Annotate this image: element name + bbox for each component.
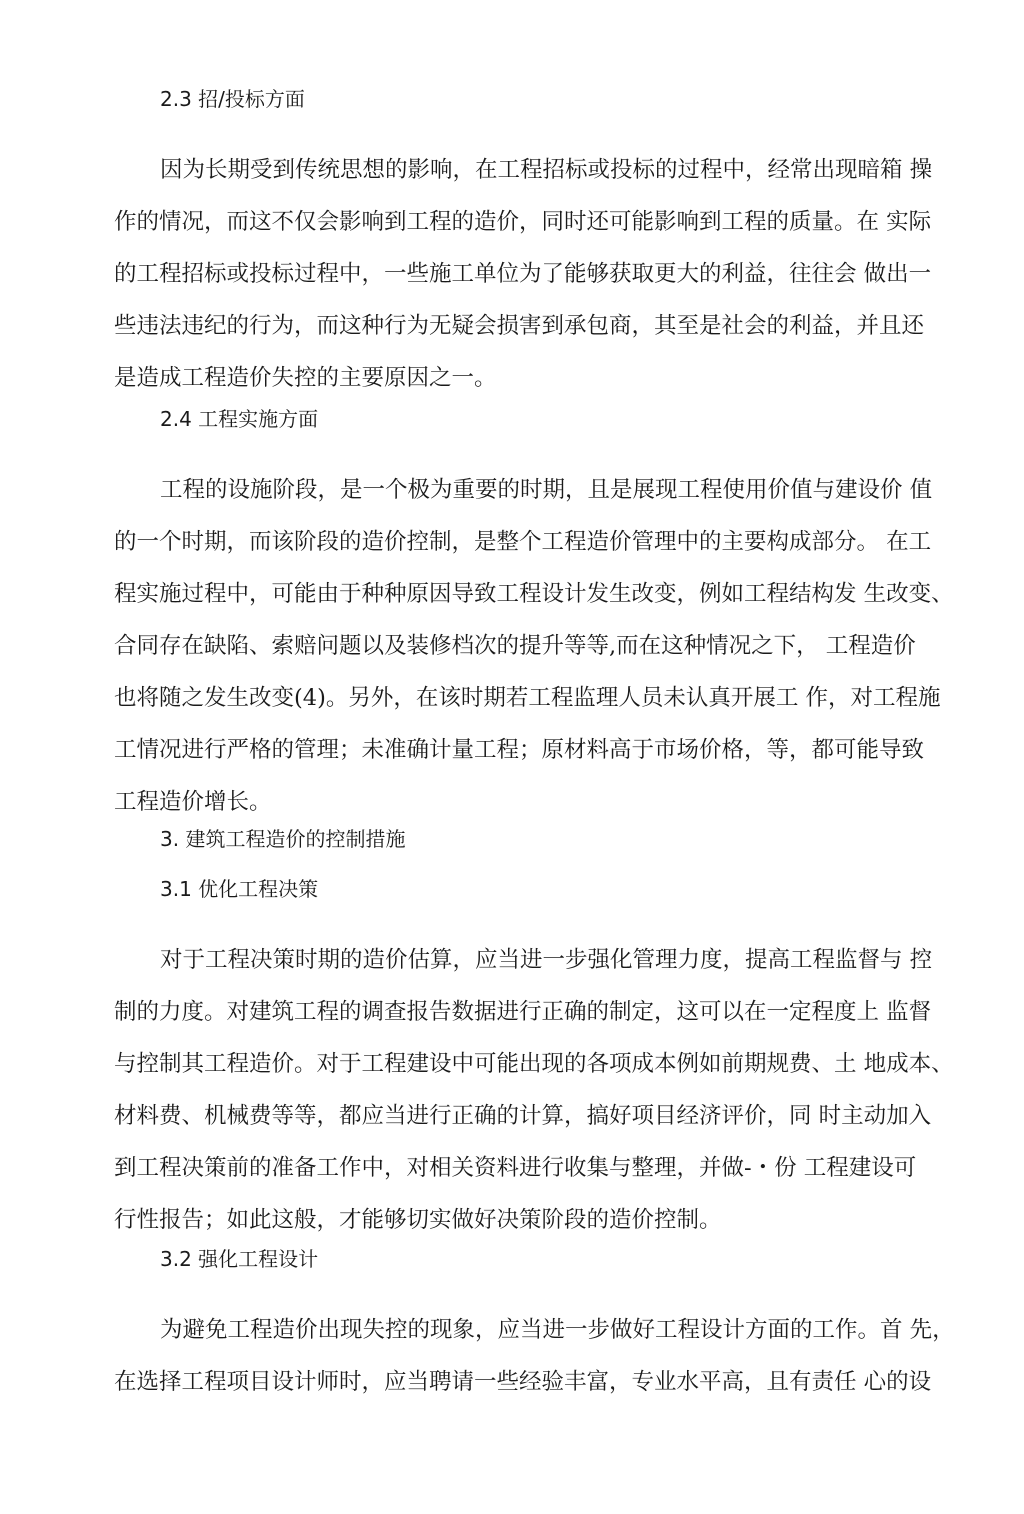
paragraph-line: 合同存在缺陷、索赔问题以及装修档次的提升等等,而在这种情况之下， 工程造价 xyxy=(114,633,916,659)
paragraph-line: 是造成工程造价失控的主要原因之一。 xyxy=(114,365,497,391)
paragraph-line: 为避免工程造价出现失控的现象，应当进一步做好工程设计方面的工作。首 先， xyxy=(160,1317,955,1343)
paragraph-line: 制的力度。对建筑工程的调查报告数据进行正确的制定，这可以在一定程度上 监督 xyxy=(114,999,932,1025)
section-heading: 3.2 强化工程设计 xyxy=(160,1247,319,1271)
paragraph-line: 些违法违纪的行为，而这种行为无疑会损害到承包商，其至是社会的利益，并且还 xyxy=(114,313,925,339)
paragraph-line: 工程的设施阶段，是一个极为重要的时期，且是展现工程使用价值与建设价 值 xyxy=(160,477,933,503)
paragraph-line: 程实施过程中，可能由于种种原因导致工程设计发生改变，例如工程结构发 生改变、 xyxy=(114,581,954,607)
paragraph xyxy=(114,934,954,1246)
paragraph-line: 作的情况，而这不仅会影响到工程的造价，同时还可能影响到工程的质量。在 实际 xyxy=(114,209,932,235)
paragraph-line: 的工程招标或投标过程中，一些施工单位为了能够获取更大的利益，往往会 做出一 xyxy=(114,261,932,287)
paragraph-line: 因为长期受到传统思想的影响，在工程招标或投标的过程中，经常出现暗箱 操 xyxy=(160,157,933,183)
paragraph-line: 也将随之发生改变(4)。另外，在该时期若工程监理人员未认真开展工 作，对工程施 xyxy=(114,685,941,711)
section-heading: 3. 建筑工程造价的控制措施 xyxy=(160,827,406,851)
paragraph-line: 工程造价增长。 xyxy=(114,789,272,815)
paragraph-line: 的一个时期，而该阶段的造价控制，是整个工程造价管理中的主要构成部分。 在工 xyxy=(114,529,932,555)
paragraph-line: 材料费、机械费等等，都应当进行正确的计算，搞好项目经济评价，同 时主动加入 xyxy=(114,1103,932,1129)
paragraph xyxy=(114,464,954,828)
section-heading: 3.1 优化工程决策 xyxy=(160,877,319,901)
paragraph-line: 行性报告；如此这般，才能够切实做好决策阶段的造价控制。 xyxy=(114,1207,722,1233)
paragraph-line: 到工程决策前的准备工作中，对相关资料进行收集与整理，并做-・份 工程建设可 xyxy=(114,1155,917,1181)
paragraph-line: 对于工程决策时期的造价估算，应当进一步强化管理力度，提高工程监督与 控 xyxy=(160,947,933,973)
section-heading: 2.4 工程实施方面 xyxy=(160,407,319,431)
paragraph xyxy=(114,1304,955,1408)
paragraph-line: 与控制其工程造价。对于工程建设中可能出现的各项成本例如前期规费、土 地成本、 xyxy=(114,1051,954,1077)
section-heading: 2.3 招/投标方面 xyxy=(160,87,305,111)
paragraph-line: 工情况进行严格的管理；未准确计量工程；原材料高于市场价格，等，都可能导致 xyxy=(114,737,925,763)
paragraph xyxy=(114,144,933,404)
paragraph-line: 在选择工程项目设计师时，应当聘请一些经验丰富，专业水平高，且有责任 心的设 xyxy=(114,1369,932,1395)
